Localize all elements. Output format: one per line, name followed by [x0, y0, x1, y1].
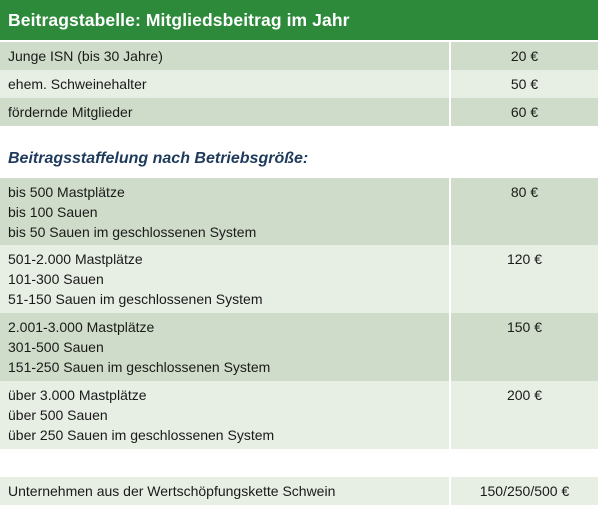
row-line: bis 500 Mastplätze [8, 184, 125, 200]
row-price: 120 € [506, 251, 543, 267]
row-line: 101-300 Sauen [8, 271, 104, 287]
row-line: über 3.000 Mastplätze [8, 387, 147, 403]
row-price: 150/250/500 € [479, 483, 570, 499]
row-line: 301-500 Sauen [8, 339, 104, 355]
row-line: 501-2.000 Mastplätze [8, 251, 143, 267]
row-line: 151-250 Sauen im geschlossenen System [8, 359, 271, 375]
row-price: 80 € [510, 184, 539, 200]
row-label [0, 381, 451, 449]
row-label: fördernde Mitglieder [0, 98, 451, 126]
row-line: über 500 Sauen [8, 407, 108, 423]
row-label [0, 178, 451, 245]
table-row [0, 98, 598, 126]
table-title: Beitragstabelle: Mitgliedsbeitrag im Jahr [0, 0, 598, 40]
row-label: Unternehmen aus der Wertschöpfungskette Schwein [0, 477, 451, 505]
table-row [0, 381, 598, 449]
row-line: 51-150 Sauen im geschlossenen System [8, 291, 263, 307]
row-price: 200 € [506, 387, 543, 403]
row-line: bis 50 Sauen im geschlossenen System [8, 224, 257, 240]
row-label: ehem. Schweinehalter [0, 70, 451, 98]
table-row [0, 178, 598, 245]
row-label [0, 313, 451, 381]
row-line: 2.001-3.000 Mastplätze [8, 319, 155, 335]
row-line: über 250 Sauen im geschlossenen System [8, 427, 275, 443]
table-row [0, 477, 598, 505]
row-label [0, 245, 451, 313]
table-row [0, 313, 598, 381]
row-price: 20 € [510, 48, 539, 64]
row-price: 60 € [510, 104, 539, 120]
row-line: bis 100 Sauen [8, 204, 98, 220]
section-subheading: Beitragsstaffelung nach Betriebsgröße: [8, 150, 309, 167]
table-row [0, 42, 598, 70]
row-label: Junge ISN (bis 30 Jahre) [0, 42, 451, 70]
table-row [0, 245, 598, 313]
row-price: 50 € [510, 76, 539, 92]
row-price: 150 € [506, 319, 543, 335]
table-row [0, 70, 598, 98]
